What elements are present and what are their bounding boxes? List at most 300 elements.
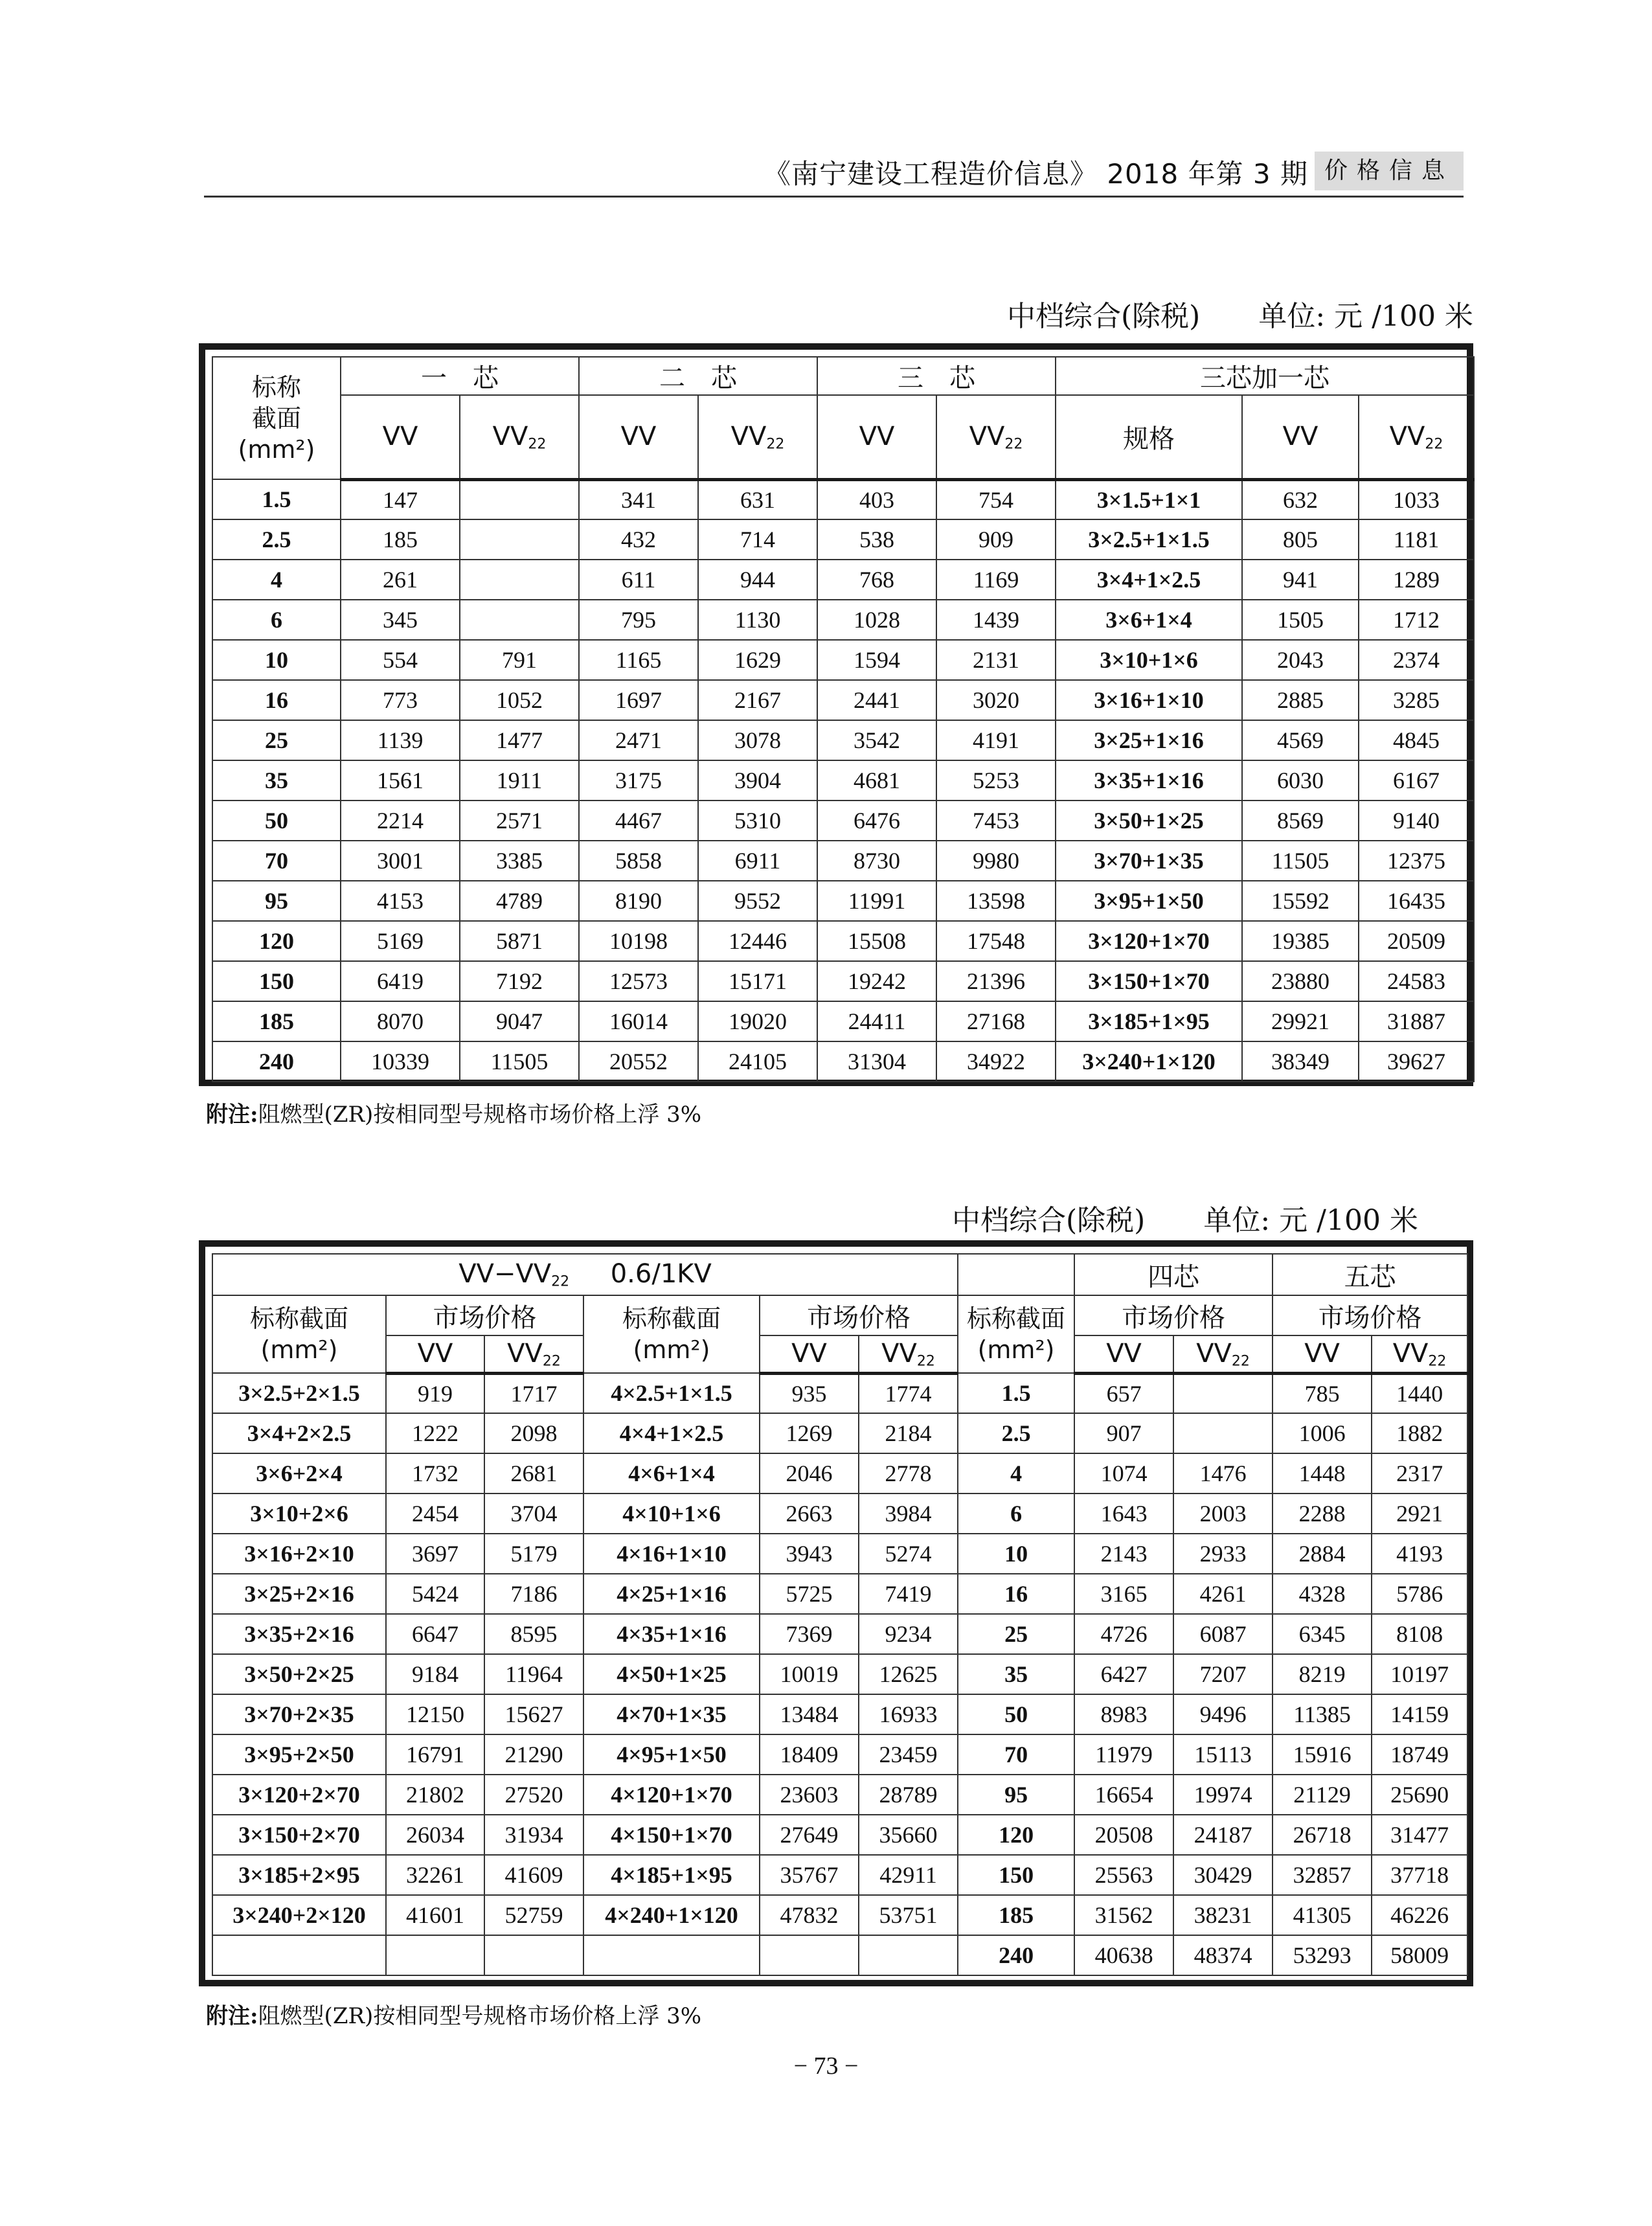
cell-c2vv: 16014: [579, 1001, 698, 1041]
cell-size: 50: [212, 801, 341, 841]
cell-c2vv: 2471: [579, 720, 698, 760]
table1-price-table: [212, 356, 1475, 1082]
vv22-header: [859, 1335, 958, 1373]
cell-spec: 3×240+1×120: [1056, 1041, 1242, 1082]
vv-header: VV: [1242, 395, 1359, 479]
cell-b3: 30429: [1173, 1855, 1273, 1895]
nominal-header-group1: [212, 1295, 386, 1373]
cable-type-sub: 22: [551, 1273, 570, 1290]
cell-s3: 185: [958, 1895, 1074, 1935]
table-row: [212, 760, 1474, 801]
cell-b2: 2778: [859, 1453, 958, 1493]
nominal-line-1: 标称: [251, 372, 301, 402]
cell-c4vv: 4569: [1242, 720, 1359, 760]
cell-c4vv: 1505: [1242, 600, 1359, 640]
cell-c4vv: 2043: [1242, 640, 1359, 680]
cell-a2: 2046: [760, 1453, 859, 1493]
cell-c2vv22: 2167: [698, 680, 817, 720]
cell-a2: 10019: [760, 1654, 859, 1694]
cell-c2vv22: 6911: [698, 841, 817, 881]
cell-c3vv: 24411: [817, 1001, 936, 1041]
cell-c2vv: 611: [579, 560, 698, 600]
note-label: 附注:: [206, 1102, 258, 1128]
cell-c1vv22: 1052: [460, 680, 579, 720]
nominal-label: 标称截面: [249, 1304, 348, 1333]
cell-s3: 16: [958, 1574, 1074, 1614]
table-row: [212, 600, 1474, 640]
cell-c3vv: 8730: [817, 841, 936, 881]
cell-size: 16: [212, 680, 341, 720]
cell-b4: 31477: [1372, 1815, 1467, 1855]
cell-c3vv22: 4191: [936, 720, 1056, 760]
cell-c1vv: 10339: [341, 1041, 460, 1082]
cell-c1vv22: 4789: [460, 881, 579, 921]
cell-b3: [1173, 1413, 1273, 1453]
table1-unit-line: [1007, 293, 1473, 334]
cell-c3vv22: 1169: [936, 560, 1056, 600]
table-row: [212, 841, 1474, 881]
market-price-header-five-core: 市场价格: [1273, 1295, 1467, 1335]
cell-c4vv22: 12375: [1359, 841, 1474, 881]
cell-b4: 58009: [1372, 1935, 1467, 1975]
table-row: [212, 1413, 1467, 1453]
cell-c2vv22: 944: [698, 560, 817, 600]
note-text: 阻燃型(ZR)按相同型号规格市场价格上浮 3%: [258, 1102, 702, 1128]
cell-a1: 16791: [386, 1734, 484, 1775]
cell-b4: 14159: [1372, 1694, 1467, 1734]
cell-a1: 9184: [386, 1654, 484, 1694]
cell-c4vv: 632: [1242, 479, 1359, 519]
cell-c4vv22: 9140: [1359, 801, 1474, 841]
cell-s3: 120: [958, 1815, 1074, 1855]
mm2-label: (mm²): [633, 1335, 710, 1364]
cell-c3vv: 1594: [817, 640, 936, 680]
four-core-header: 四芯: [1074, 1254, 1273, 1295]
nominal-label: 标称截面: [622, 1304, 721, 1333]
cell-a1: 6647: [386, 1614, 484, 1654]
cell-a2: 1269: [760, 1413, 859, 1453]
cell-c1vv: 1139: [341, 720, 460, 760]
cell-a3: 657: [1074, 1373, 1173, 1413]
nominal-header-group2: [583, 1295, 760, 1373]
cell-b4: 1440: [1372, 1373, 1467, 1413]
spec-header: 规格: [1056, 395, 1242, 479]
cell-c4vv: 29921: [1242, 1001, 1359, 1041]
table-row: [212, 1895, 1467, 1935]
cell-a4: 41305: [1273, 1895, 1372, 1935]
vv-header: VV: [386, 1335, 484, 1373]
table-row: [212, 720, 1474, 760]
cell-c1vv: 2214: [341, 801, 460, 841]
cell-c1vv: 773: [341, 680, 460, 720]
mm2-label: (mm²): [260, 1335, 338, 1364]
cell-size: 120: [212, 921, 341, 961]
cell-a4: 26718: [1273, 1815, 1372, 1855]
cell-c1vv22: [460, 479, 579, 519]
cell-c3vv: 2441: [817, 680, 936, 720]
cell-a2: 3943: [760, 1534, 859, 1574]
vv22-header: [936, 395, 1056, 479]
cell-a3: 20508: [1074, 1815, 1173, 1855]
cell-size: 10: [212, 640, 341, 680]
cell-spec: 3×50+1×25: [1056, 801, 1242, 841]
vv22-sub: 22: [1231, 1353, 1250, 1369]
vv-header: VV: [1273, 1335, 1372, 1373]
vv22-header: [1359, 395, 1474, 479]
cell-c4vv22: 1181: [1359, 519, 1474, 560]
cell-s2: 4×35+1×16: [583, 1614, 760, 1654]
cell-a4: 6345: [1273, 1614, 1372, 1654]
cell-c2vv: 20552: [579, 1041, 698, 1082]
cell-a1: 919: [386, 1373, 484, 1413]
cell-b4: 25690: [1372, 1775, 1467, 1815]
cell-c2vv: 341: [579, 479, 698, 519]
cell-c1vv22: 2571: [460, 801, 579, 841]
cell-c3vv: 6476: [817, 801, 936, 841]
table1-header-row-1: [212, 357, 1474, 395]
nominal-line-2: 截面: [251, 403, 301, 433]
cell-c1vv: 4153: [341, 881, 460, 921]
nominal-line-3: (mm²): [238, 435, 315, 464]
cell-a2: 7369: [760, 1614, 859, 1654]
cell-b1: 27520: [484, 1775, 583, 1815]
table-row: [212, 560, 1474, 600]
cell-b4: 18749: [1372, 1734, 1467, 1775]
cell-spec: 3×10+1×6: [1056, 640, 1242, 680]
cell-c4vv22: 31887: [1359, 1001, 1474, 1041]
mm2-label: (mm²): [977, 1335, 1055, 1364]
cell-a1: 12150: [386, 1694, 484, 1734]
cell-c3vv22: 754: [936, 479, 1056, 519]
vv22-base: VV: [507, 1338, 543, 1369]
cell-s1: 3×240+2×120: [212, 1895, 386, 1935]
five-core-header: 五芯: [1273, 1254, 1467, 1295]
table2-price-table: [212, 1253, 1468, 1976]
cell-spec: 3×185+1×95: [1056, 1001, 1242, 1041]
cell-b4: 5786: [1372, 1574, 1467, 1614]
vv22-sub: 22: [766, 436, 785, 452]
vv22-sub: 22: [916, 1353, 935, 1369]
cell-s1: 3×16+2×10: [212, 1534, 386, 1574]
cell-b3: 48374: [1173, 1935, 1273, 1975]
cell-a4: 11385: [1273, 1694, 1372, 1734]
cell-b1: 11964: [484, 1654, 583, 1694]
cell-b2: 23459: [859, 1734, 958, 1775]
cell-b1: 5179: [484, 1534, 583, 1574]
cell-c2vv22: 9552: [698, 881, 817, 921]
cell-a3: 6427: [1074, 1654, 1173, 1694]
table-row: [212, 1734, 1467, 1775]
table-row: [212, 1775, 1467, 1815]
cable-type-base: VV−VV: [458, 1259, 552, 1289]
cell-c2vv: 432: [579, 519, 698, 560]
cell-c4vv22: 39627: [1359, 1041, 1474, 1082]
table-row: [212, 1815, 1467, 1855]
cell-s2: 4×16+1×10: [583, 1534, 760, 1574]
cell-c3vv22: 1439: [936, 600, 1056, 640]
table-row: [212, 1493, 1467, 1534]
cell-size: 25: [212, 720, 341, 760]
cell-b3: 19974: [1173, 1775, 1273, 1815]
cell-a4: 8219: [1273, 1654, 1372, 1694]
cell-spec: 3×120+1×70: [1056, 921, 1242, 961]
cell-b1: [484, 1935, 583, 1975]
market-price-header-group2: 市场价格: [760, 1295, 958, 1335]
table-row: [212, 921, 1474, 961]
cell-spec: 3×25+1×16: [1056, 720, 1242, 760]
cell-c4vv22: 16435: [1359, 881, 1474, 921]
note-text: 阻燃型(ZR)按相同型号规格市场价格上浮 3%: [258, 2003, 702, 2029]
cell-c2vv22: 19020: [698, 1001, 817, 1041]
cell-size: 6: [212, 600, 341, 640]
vv-header: VV: [341, 395, 460, 479]
cell-size: 185: [212, 1001, 341, 1041]
cell-a3: 11979: [1074, 1734, 1173, 1775]
cell-c4vv: 2885: [1242, 680, 1359, 720]
cell-b2: 53751: [859, 1895, 958, 1935]
cell-c2vv: 795: [579, 600, 698, 640]
vv22-header: [1372, 1335, 1467, 1373]
cell-c3vv22: 27168: [936, 1001, 1056, 1041]
cell-a3: 1643: [1074, 1493, 1173, 1534]
cell-s3: 35: [958, 1654, 1074, 1694]
table2-header-row-2: [212, 1295, 1467, 1335]
cell-b3: 38231: [1173, 1895, 1273, 1935]
cell-a1: [386, 1935, 484, 1975]
table2-header-row-1: [212, 1254, 1467, 1295]
cell-a3: 25563: [1074, 1855, 1173, 1895]
cell-size: 95: [212, 881, 341, 921]
cell-size: 35: [212, 760, 341, 801]
table-row: [212, 801, 1474, 841]
cell-b2: 5274: [859, 1534, 958, 1574]
cell-a3: 40638: [1074, 1935, 1173, 1975]
cell-s3: 70: [958, 1734, 1074, 1775]
one-core-header: 一 芯: [341, 357, 579, 395]
table2-price-grade: 中档综合(除税): [952, 1204, 1146, 1237]
cell-s2: 4×10+1×6: [583, 1493, 760, 1534]
cell-spec: 3×150+1×70: [1056, 961, 1242, 1001]
cell-c2vv: 1165: [579, 640, 698, 680]
cell-s3: 4: [958, 1453, 1074, 1493]
cell-c3vv: 1028: [817, 600, 936, 640]
cell-c1vv: 1561: [341, 760, 460, 801]
cell-c1vv22: 11505: [460, 1041, 579, 1082]
cell-c1vv22: [460, 600, 579, 640]
cell-spec: 3×1.5+1×1: [1056, 479, 1242, 519]
cell-c3vv22: 34922: [936, 1041, 1056, 1082]
table-row: [212, 961, 1474, 1001]
cell-a2: [760, 1935, 859, 1975]
cell-a3: 8983: [1074, 1694, 1173, 1734]
cell-c2vv22: 1629: [698, 640, 817, 680]
cell-c3vv22: 9980: [936, 841, 1056, 881]
cell-c1vv: 6419: [341, 961, 460, 1001]
cell-s3: 2.5: [958, 1413, 1074, 1453]
cell-a4: 32857: [1273, 1855, 1372, 1895]
table-row: [212, 640, 1474, 680]
cell-s2: 4×150+1×70: [583, 1815, 760, 1855]
cell-a2: 23603: [760, 1775, 859, 1815]
nominal-label: 标称截面: [967, 1304, 1066, 1333]
vv22-base: VV: [881, 1338, 917, 1369]
table-row: [212, 881, 1474, 921]
cell-c4vv: 23880: [1242, 961, 1359, 1001]
cell-s3: 25: [958, 1614, 1074, 1654]
cell-a2: 2663: [760, 1493, 859, 1534]
vv22-base: VV: [730, 421, 767, 451]
table-row: [212, 1453, 1467, 1493]
table-row: [212, 1574, 1467, 1614]
cell-b1: 52759: [484, 1895, 583, 1935]
market-price-header-four-core: 市场价格: [1074, 1295, 1273, 1335]
vv22-sub: 22: [542, 1353, 561, 1369]
cell-s3: 150: [958, 1855, 1074, 1895]
vv22-sub: 22: [1004, 436, 1023, 452]
cell-spec: 3×6+1×4: [1056, 600, 1242, 640]
cell-c4vv22: 1712: [1359, 600, 1474, 640]
cell-c1vv: 185: [341, 519, 460, 560]
vv-header: VV: [1074, 1335, 1173, 1373]
cell-b1: 2098: [484, 1413, 583, 1453]
running-header: [204, 148, 1464, 198]
cell-c1vv22: 791: [460, 640, 579, 680]
cell-b2: 42911: [859, 1855, 958, 1895]
cell-s2: 4×120+1×70: [583, 1775, 760, 1815]
cell-s1: 3×10+2×6: [212, 1493, 386, 1534]
cell-spec: 3×95+1×50: [1056, 881, 1242, 921]
section-label: 价格信息: [1315, 152, 1464, 190]
cell-b4: 2317: [1372, 1453, 1467, 1493]
cell-c2vv22: 714: [698, 519, 817, 560]
cell-c1vv22: 1477: [460, 720, 579, 760]
cell-c3vv: 768: [817, 560, 936, 600]
cell-a1: 32261: [386, 1855, 484, 1895]
cell-c4vv: 6030: [1242, 760, 1359, 801]
table-row: [212, 519, 1474, 560]
cell-a1: 41601: [386, 1895, 484, 1935]
cell-size: 70: [212, 841, 341, 881]
cell-s2: 4×25+1×16: [583, 1574, 760, 1614]
cell-b2: 16933: [859, 1694, 958, 1734]
cell-c3vv: 3542: [817, 720, 936, 760]
table2-note: [206, 1998, 701, 2030]
cell-s2: 4×240+1×120: [583, 1895, 760, 1935]
cell-a2: 35767: [760, 1855, 859, 1895]
cell-size: 4: [212, 560, 341, 600]
vv-header: VV: [760, 1335, 859, 1373]
three-core-header: 三 芯: [817, 357, 1056, 395]
table-row: [212, 1534, 1467, 1574]
cell-a1: 2454: [386, 1493, 484, 1534]
table2-unit: 单位: 元 /100 米: [1203, 1204, 1418, 1237]
cell-a3: 907: [1074, 1413, 1173, 1453]
cell-a1: 21802: [386, 1775, 484, 1815]
table2-header-row-3: [212, 1335, 1467, 1373]
cell-a4: 15916: [1273, 1734, 1372, 1775]
cell-b4: 46226: [1372, 1895, 1467, 1935]
three-plus-one-core-header: 三芯加一芯: [1056, 357, 1474, 395]
cell-c1vv22: 7192: [460, 961, 579, 1001]
cell-c3vv: 19242: [817, 961, 936, 1001]
cell-c4vv: 15592: [1242, 881, 1359, 921]
cell-size: 240: [212, 1041, 341, 1082]
cell-s1: 3×150+2×70: [212, 1815, 386, 1855]
page-number: − 73 −: [793, 2052, 859, 2080]
table1-header-row-2: [212, 395, 1474, 479]
cell-a4: 1448: [1273, 1453, 1372, 1493]
table-row: [212, 1855, 1467, 1895]
cell-c2vv: 8190: [579, 881, 698, 921]
cell-b4: 37718: [1372, 1855, 1467, 1895]
cell-c3vv: 403: [817, 479, 936, 519]
table-row: [212, 1041, 1474, 1082]
cell-b2: 9234: [859, 1614, 958, 1654]
cell-s3: 95: [958, 1775, 1074, 1815]
vv22-base: VV: [1389, 421, 1425, 451]
table1-note: [206, 1096, 701, 1128]
cell-s2: 4×6+1×4: [583, 1453, 760, 1493]
cell-b2: [859, 1935, 958, 1975]
table1-nominal-header: [212, 357, 341, 479]
cell-b1: 21290: [484, 1734, 583, 1775]
cell-s3: 6: [958, 1493, 1074, 1534]
cell-a1: 5424: [386, 1574, 484, 1614]
vv22-sub: 22: [528, 436, 547, 452]
cell-c1vv: 554: [341, 640, 460, 680]
table2-unit-line: [952, 1197, 1418, 1238]
cell-c1vv22: 3385: [460, 841, 579, 881]
cell-size: 2.5: [212, 519, 341, 560]
table-row: [212, 1935, 1467, 1975]
cell-a1: 1222: [386, 1413, 484, 1453]
note-label: 附注:: [206, 2003, 258, 2029]
cell-c4vv22: 6167: [1359, 760, 1474, 801]
cell-c3vv22: 5253: [936, 760, 1056, 801]
cell-c2vv: 12573: [579, 961, 698, 1001]
vv-header: VV: [579, 395, 698, 479]
cell-b3: 2003: [1173, 1493, 1273, 1534]
cell-b1: 41609: [484, 1855, 583, 1895]
cell-c4vv: 38349: [1242, 1041, 1359, 1082]
cell-a4: 1006: [1273, 1413, 1372, 1453]
cell-a3: 2143: [1074, 1534, 1173, 1574]
cell-c1vv: 8070: [341, 1001, 460, 1041]
blank-header-cell: [958, 1254, 1074, 1295]
cell-c4vv: 8569: [1242, 801, 1359, 841]
cell-c4vv22: 24583: [1359, 961, 1474, 1001]
cell-spec: 3×16+1×10: [1056, 680, 1242, 720]
cell-a1: 26034: [386, 1815, 484, 1855]
cell-b2: 2184: [859, 1413, 958, 1453]
cell-s2: 4×50+1×25: [583, 1654, 760, 1694]
vv22-base: VV: [1196, 1338, 1232, 1369]
cell-spec: 3×4+1×2.5: [1056, 560, 1242, 600]
cell-c2vv22: 24105: [698, 1041, 817, 1082]
cell-s2: 4×2.5+1×1.5: [583, 1373, 760, 1413]
cell-c4vv: 941: [1242, 560, 1359, 600]
cell-c3vv22: 17548: [936, 921, 1056, 961]
cell-c4vv22: 1033: [1359, 479, 1474, 519]
cell-a2: 18409: [760, 1734, 859, 1775]
cell-c2vv22: 12446: [698, 921, 817, 961]
cell-b1: 31934: [484, 1815, 583, 1855]
cell-c4vv22: 3285: [1359, 680, 1474, 720]
table-row: [212, 1614, 1467, 1654]
cable-voltage: 0.6/1KV: [610, 1259, 712, 1289]
cell-a4: 21129: [1273, 1775, 1372, 1815]
table-row: [212, 1001, 1474, 1041]
